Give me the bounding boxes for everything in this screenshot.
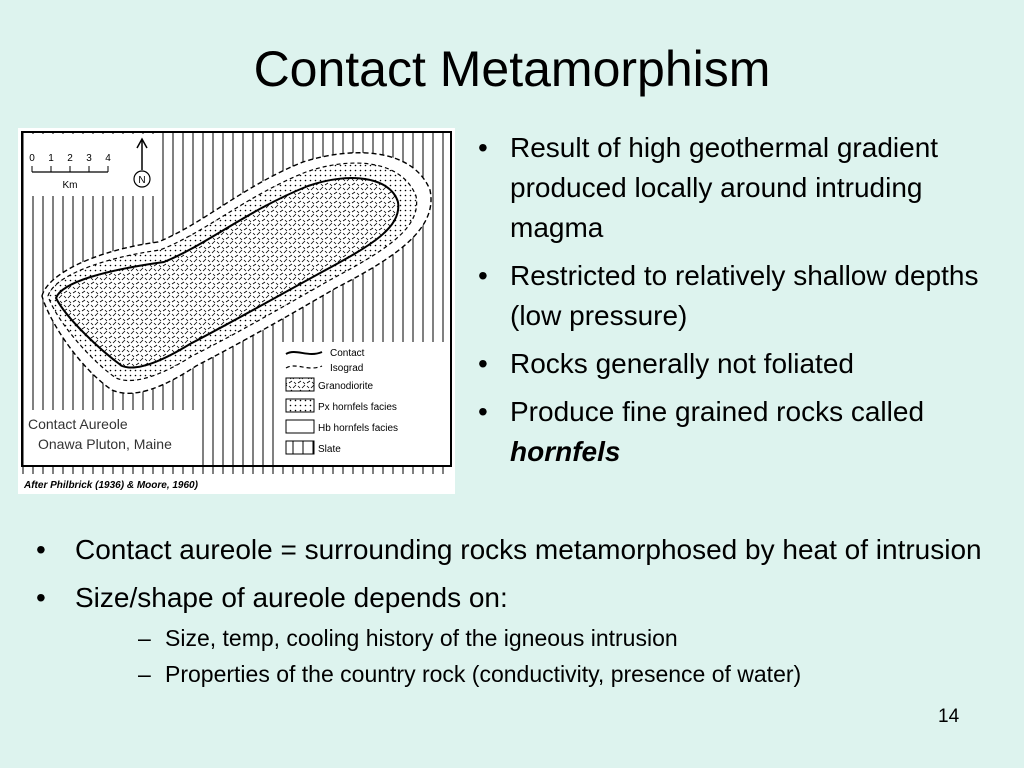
sub-bullet-list bbox=[75, 620, 990, 692]
page-number: 14 bbox=[938, 706, 960, 727]
scale-tick-4: 4 bbox=[105, 153, 111, 164]
aureole-map bbox=[18, 128, 455, 494]
legend-px: Px hornfels facies bbox=[318, 402, 397, 413]
hornfels-term: hornfels bbox=[510, 436, 621, 467]
map-credit: After Philbrick (1936) & Moore, 1960) bbox=[24, 480, 198, 491]
bullet-text: Produce fine grained rocks called bbox=[510, 396, 925, 427]
right-bullet-list bbox=[470, 128, 1000, 480]
bullet-item: • Restricted to relatively shallow depths (low pressure) bbox=[470, 256, 1000, 336]
bullet-item bbox=[30, 578, 990, 692]
scale-unit: Km bbox=[62, 180, 78, 191]
legend-isograd: Isograd bbox=[330, 363, 364, 374]
bullet-item: • Contact aureole = surrounding rocks metamorphosed by heat of intrusion bbox=[30, 530, 990, 570]
north-label: N bbox=[138, 175, 146, 186]
scale-tick-2: 2 bbox=[67, 153, 73, 164]
scale-tick-0: 0 bbox=[29, 153, 35, 164]
sub-bullet-item: – Properties of the country rock (conductivity, presence of water) bbox=[120, 656, 990, 692]
scale-tick-3: 3 bbox=[86, 153, 92, 164]
bullet-item: • Result of high geothermal gradient produced locally around intruding magma bbox=[470, 128, 1000, 248]
legend-contact: Contact bbox=[330, 348, 365, 359]
legend-slate: Slate bbox=[318, 444, 341, 455]
bottom-bullet-list bbox=[30, 530, 990, 700]
bullet-item: • Rocks generally not foliated bbox=[470, 344, 1000, 384]
map-caption-2: Onawa Pluton, Maine bbox=[38, 436, 172, 452]
legend-granodiorite: Granodiorite bbox=[318, 381, 374, 392]
map-caption-1: Contact Aureole bbox=[28, 416, 128, 432]
bullet-item bbox=[470, 392, 1000, 472]
slide-title: Contact Metamorphism bbox=[253, 41, 771, 97]
legend-hb: Hb hornfels facies bbox=[318, 423, 399, 434]
bullet-text: Size/shape of aureole depends on: bbox=[75, 582, 508, 613]
scale-tick-1: 1 bbox=[48, 153, 54, 164]
sub-bullet-item: – Size, temp, cooling history of the igneous intrusion bbox=[120, 620, 990, 656]
